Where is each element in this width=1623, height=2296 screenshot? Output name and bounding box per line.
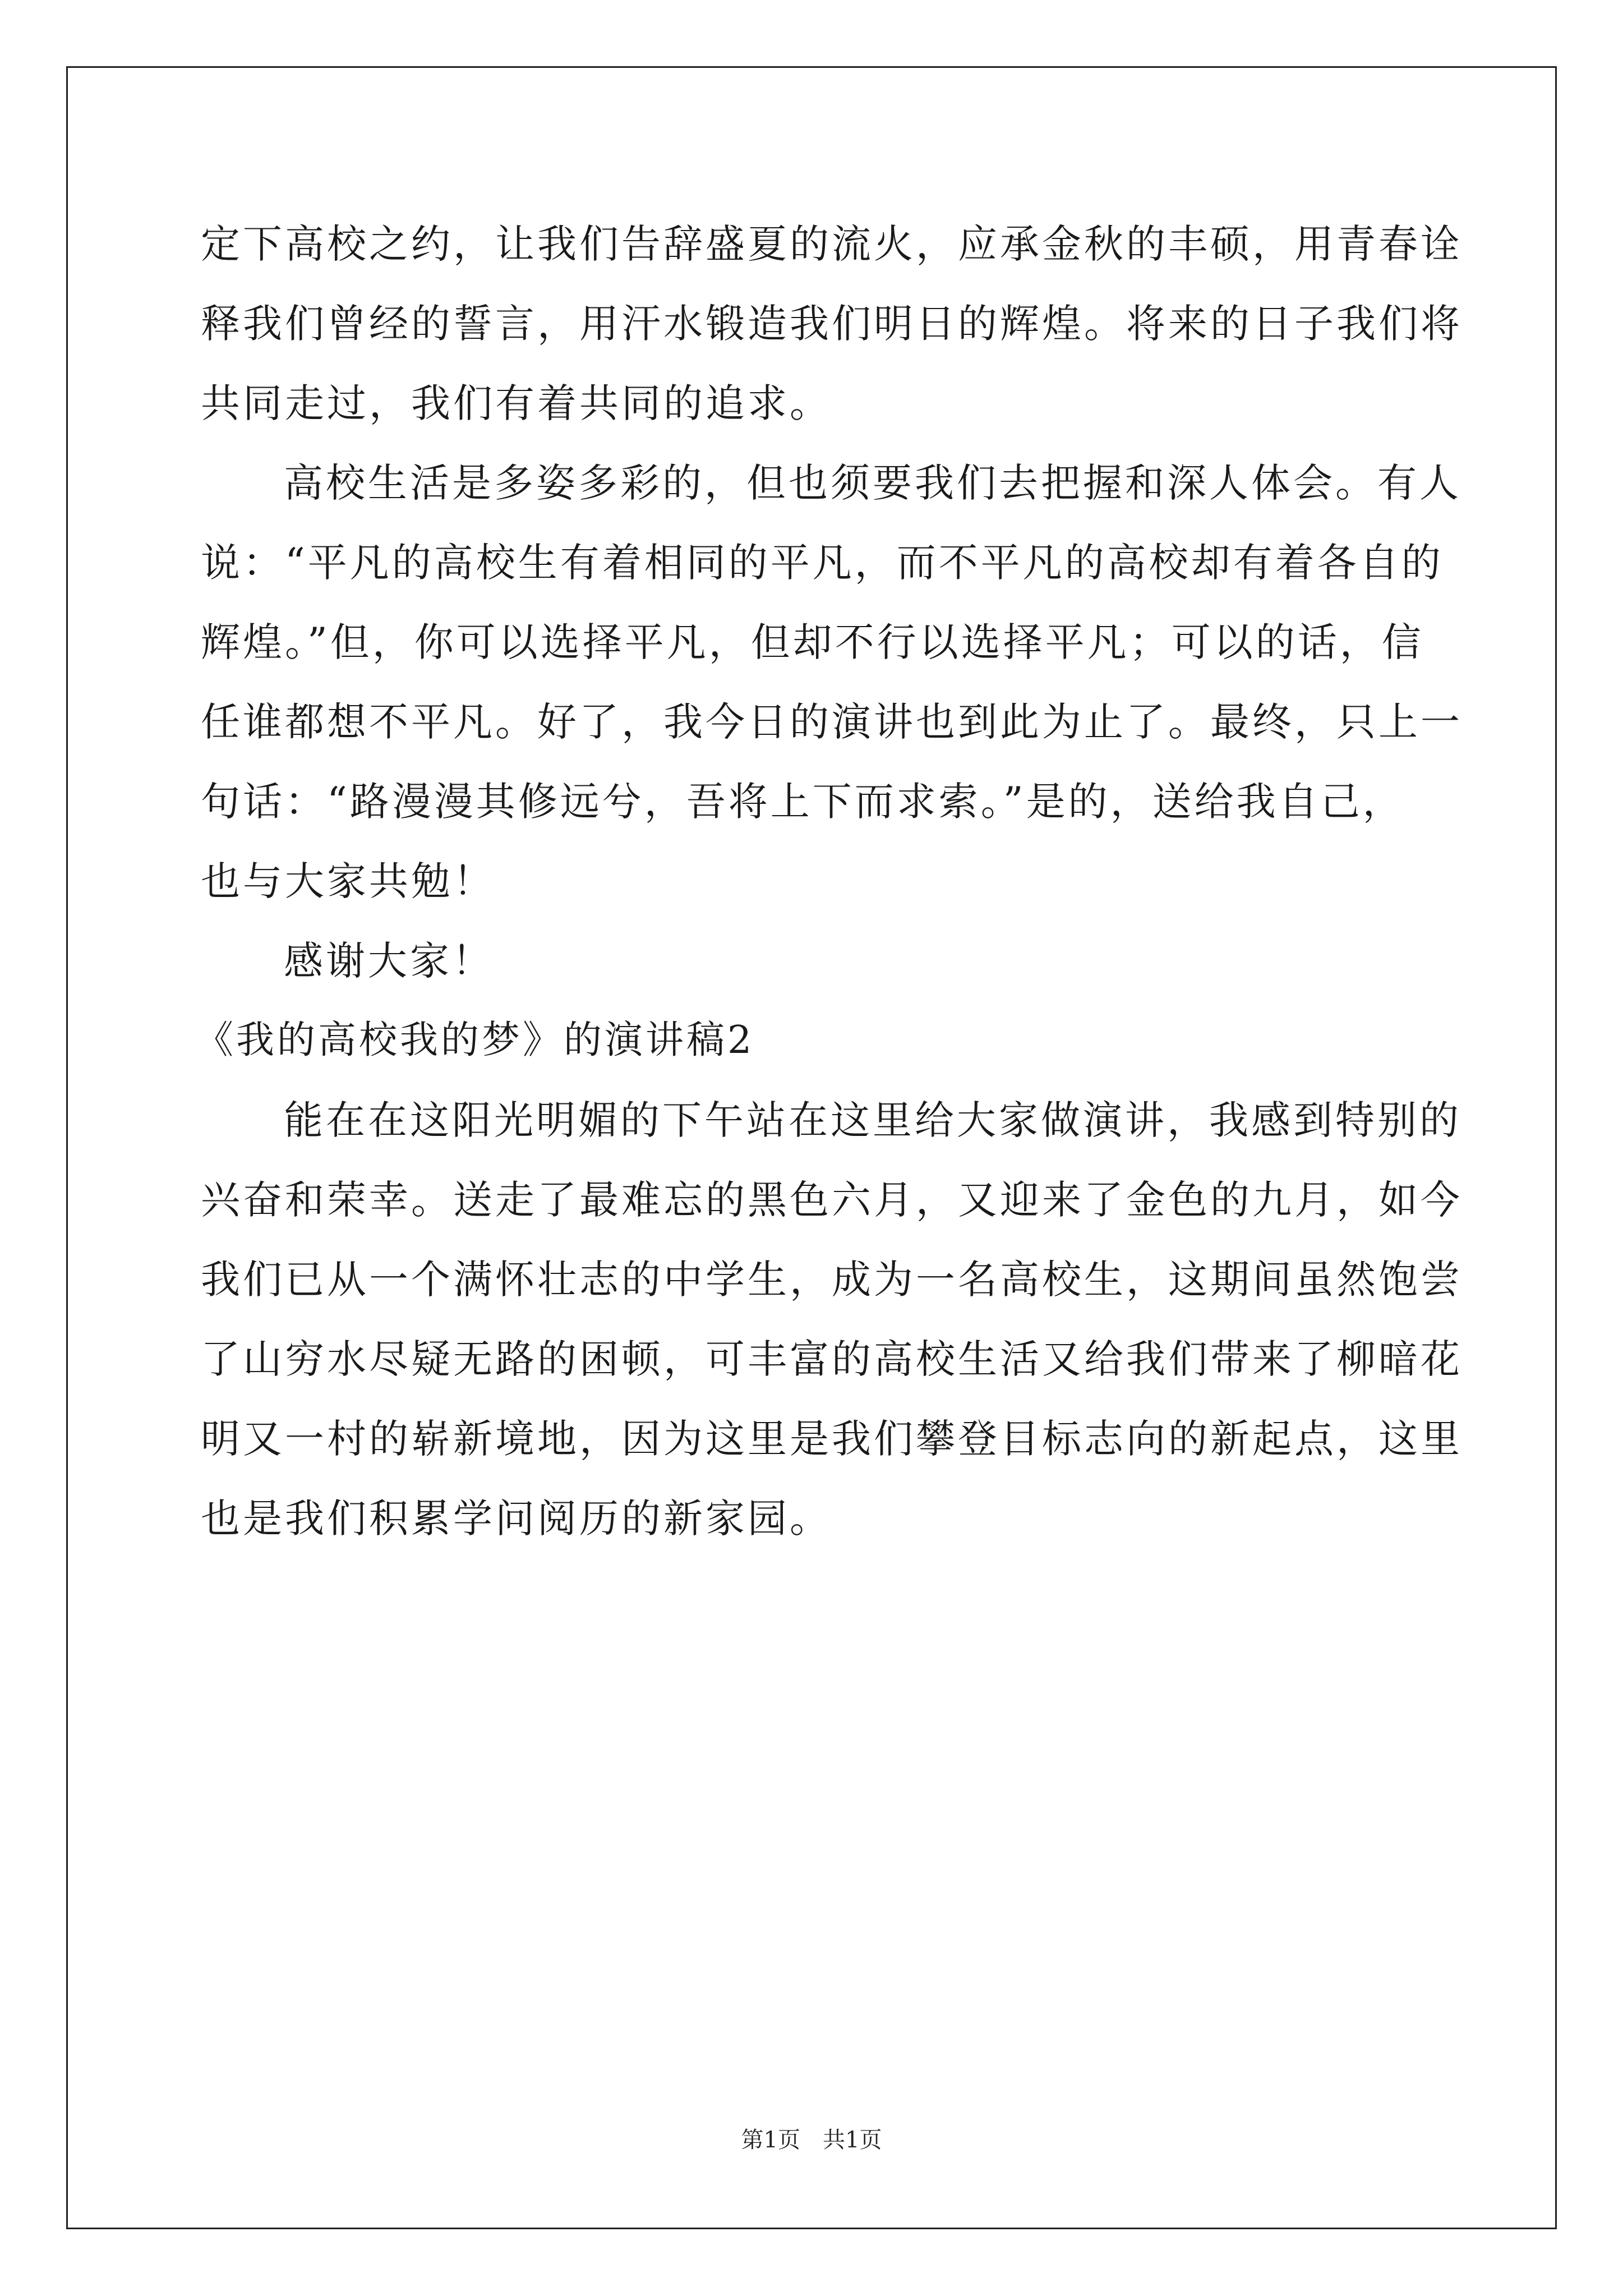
text-line: 明又一村的崭新境地，因为这里是我们攀登目标志向的新起点，这里 <box>201 1416 1463 1462</box>
text-line: 说：“平凡的高校生有着相同的平凡，而不平凡的高校却有着各自的 <box>201 540 1444 586</box>
text-line: 也是我们积累学问阅历的新家园。 <box>201 1496 832 1542</box>
text-line: 也与大家共勉！ <box>201 858 495 904</box>
text-line: 兴奋和荣幸。送走了最难忘的黑色六月，又迎来了金色的九月，如今 <box>201 1177 1463 1223</box>
text-line: 辉煌。”但，你可以选择平凡，但却不行以选择平凡；可以的话，信 <box>201 619 1424 665</box>
paragraph-start-line: 能在在这阳光明媚的下午站在这里给大家做演讲，我感到特别的 <box>284 1097 1461 1143</box>
paragraph-start-line: 高校生活是多姿多彩的，但也须要我们去把握和深人体会。有人 <box>284 460 1461 506</box>
paragraph-start-line: 感谢大家！ <box>284 938 494 984</box>
text-line: 共同走过，我们有着共同的追求。 <box>201 380 832 426</box>
text-line: 定下高校之约，让我们告辞盛夏的流火，应承金秋的丰硕，用青春诠 <box>201 221 1463 267</box>
page-number-footer: 第1页 共1页 <box>741 2127 882 2153</box>
text-line: 句话：“路漫漫其修远兮，吾将上下而求索。”是的，送给我自己， <box>201 779 1405 825</box>
text-line: 了山穷水尽疑无路的困顿，可丰富的高校生活又给我们带来了柳暗花 <box>201 1336 1463 1382</box>
text-line: 任谁都想不平凡。好了，我今日的演讲也到此为止了。最终，只上一 <box>201 699 1463 745</box>
text-line: 释我们曾经的誓言，用汗水锻造我们明日的辉煌。将来的日子我们将 <box>201 301 1463 347</box>
section-heading: 《我的高校我的梦》的演讲稿2 <box>195 1018 755 1062</box>
text-line: 我们已从一个满怀壮志的中学生，成为一名高校生，这期间虽然饱尝 <box>201 1257 1463 1303</box>
